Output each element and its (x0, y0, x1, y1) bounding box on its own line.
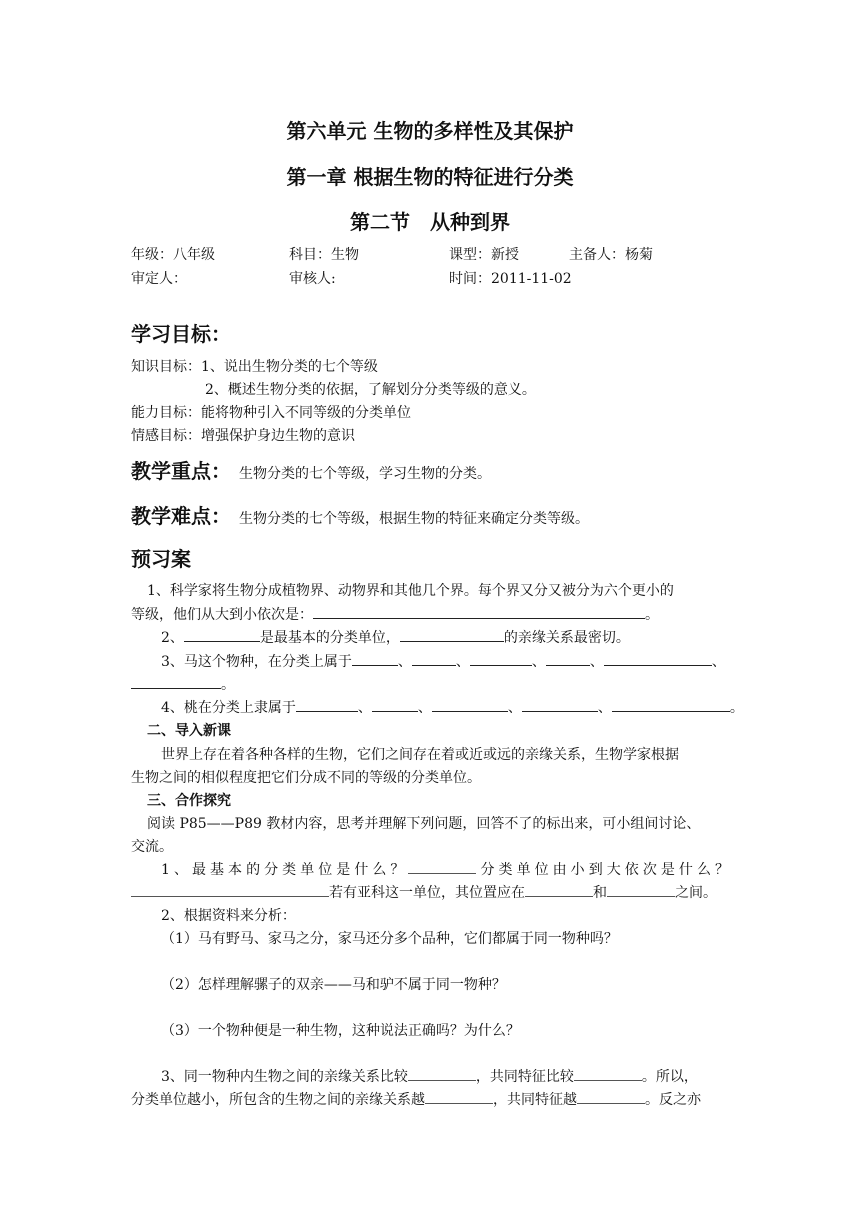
reviewer-field: 审定人： (131, 271, 187, 287)
preview-q3: 3、马这个物种，在分类上属于 、 、 、 、 、 (161, 654, 726, 670)
emotion-objective: 情感目标：增强保护身边生物的意识 (131, 428, 355, 444)
preview-heading: 预习案 (131, 547, 191, 571)
intro-heading: 二、导入新课 (147, 723, 231, 739)
answer-blank[interactable] (525, 883, 593, 897)
explore-q2: 2、根据资料来分析： (161, 908, 296, 924)
preparer-field: 主备人：杨菊 (569, 247, 653, 263)
answer-blank[interactable] (313, 605, 645, 619)
explore-read-1: 阅读 P85——P89 教材内容，思考并理解下列问题，回答不了的标出来，可小组间讨论、 (147, 816, 701, 832)
subject-field: 科目：生物 (289, 247, 359, 263)
difficulty-label: 教学难点： (131, 504, 231, 528)
answer-blank[interactable] (412, 652, 456, 666)
chapter-title: 第一章 根据生物的特征进行分类 (286, 165, 574, 189)
explore-q2-3: （3）一个物种便是一种生物，这种说法正确吗？为什么？ (161, 1023, 520, 1039)
date-field: 时间：2011-11-02 (449, 271, 572, 287)
explore-q3-line2: 分类单位越小，所包含的生物之间的亲缘关系越 ，共同特征越 。反之亦 (131, 1092, 701, 1108)
knowledge-objective-1: 知识目标：1、说出生物分类的七个等级 (131, 359, 378, 375)
answer-blank[interactable] (574, 1067, 642, 1081)
answer-blank[interactable] (470, 652, 532, 666)
difficulty-row (131, 500, 589, 529)
intro-para-1: 世界上存在着各种各样的生物，它们之间存在着或近或远的亲缘关系，生物学家根据 (161, 747, 679, 763)
preview-q1-line2: 等级，他们从大到小依次是： 。 (131, 607, 659, 623)
preview-q1-line1: 1、科学家将生物分成植物界、动物界和其他几个界。每个界又分又被分为六个更小的 (147, 583, 674, 599)
answer-blank[interactable] (604, 652, 712, 666)
answer-blank[interactable] (607, 883, 675, 897)
answer-blank[interactable] (546, 652, 590, 666)
answer-blank[interactable] (131, 675, 221, 689)
answer-blank[interactable] (131, 883, 329, 897)
explore-q2-2: （2）怎样理解骡子的双亲——马和驴不属于同一物种？ (161, 977, 506, 993)
answer-blank[interactable] (408, 1067, 476, 1081)
answer-blank[interactable] (408, 860, 476, 874)
answer-blank[interactable] (432, 698, 508, 712)
checker-field: 审核人: (289, 271, 336, 287)
explore-q3-line1: 3、同一物种内生物之间的亲缘关系比较 ，共同特征比较 。所以， (161, 1069, 698, 1085)
knowledge-objective-2: 2、概述生物分类的依据，了解划分分类等级的意义。 (205, 382, 536, 398)
answer-blank[interactable] (372, 698, 418, 712)
difficulty-text: 生物分类的七个等级，根据生物的特征来确定分类等级。 (239, 511, 589, 527)
grade-field: 年级：八年级 (131, 247, 215, 263)
explore-q1-line1: 1、最基本的分类单位是什么？ 分类单位由小到大依次是什么？ (161, 862, 729, 878)
preview-q1-text: 等级，他们从大到小依次是： (131, 607, 313, 623)
lesson-type-field: 课型：新授 (449, 247, 519, 263)
objectives-heading: 学习目标： (131, 322, 231, 346)
answer-blank[interactable] (425, 1090, 493, 1104)
explore-q1-line2: 若有亚科这一单位，其位置应在 和 之间。 (131, 882, 717, 902)
key-point-row (131, 455, 491, 484)
section-title: 第二节 从种到界 (350, 210, 510, 234)
ability-objective: 能力目标：能将物种引入不同等级的分类单位 (131, 405, 411, 421)
explore-q2-1: （1）马有野马、家马之分，家马还分多个品种，它们都属于同一物种吗？ (161, 931, 618, 947)
answer-blank[interactable] (577, 1090, 645, 1104)
preview-q4: 4、桃在分类上隶属于 、 、 、 、 。 (161, 700, 744, 716)
explore-read-2: 交流。 (131, 839, 173, 855)
preview-q3-cont: 。 (131, 674, 235, 694)
unit-title: 第六单元 生物的多样性及其保护 (286, 119, 574, 143)
intro-para-2: 生物之间的相似程度把它们分成不同的等级的分类单位。 (131, 770, 481, 786)
answer-blank[interactable] (296, 698, 358, 712)
answer-blank[interactable] (400, 628, 504, 642)
answer-blank[interactable] (352, 652, 398, 666)
explore-heading: 三、合作探究 (147, 793, 231, 809)
answer-blank[interactable] (184, 628, 260, 642)
answer-blank[interactable] (612, 698, 730, 712)
key-point-text: 生物分类的七个等级，学习生物的分类。 (239, 466, 491, 482)
answer-blank[interactable] (522, 698, 598, 712)
preview-q2: 2、 是最基本的分类单位， 的亲缘关系最密切。 (161, 630, 630, 646)
key-point-label: 教学重点： (131, 459, 231, 483)
